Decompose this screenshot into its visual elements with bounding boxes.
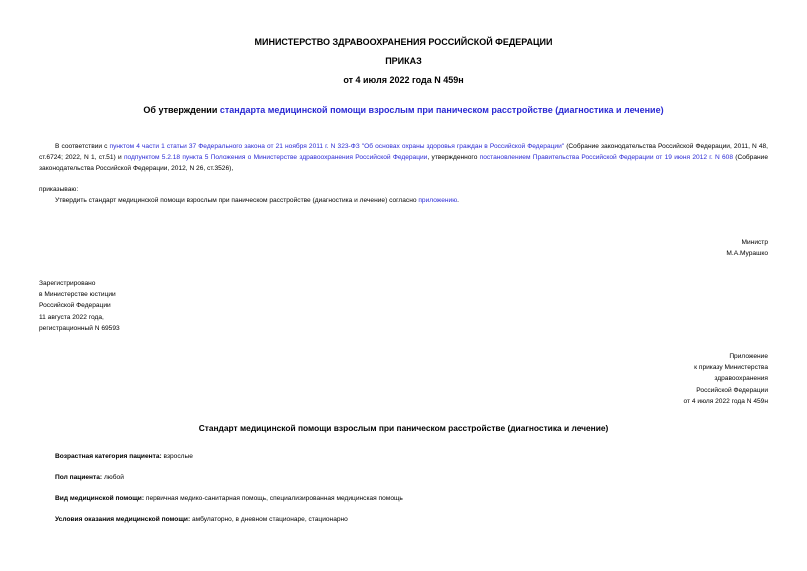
registration-line: в Министерстве юстиции: [39, 291, 116, 299]
appendix-block: [684, 351, 768, 407]
preamble-text-4: (Собрание законодательства Российской Федерации, 2012, N 26, ст.3526),: [39, 154, 768, 172]
field-label: Вид медицинской помощи:: [55, 495, 145, 502]
registration-line: регистрационный N 69593: [39, 324, 120, 332]
ministry-heading: МИНИСТЕРСТВО ЗДРАВООХРАНЕНИЯ РОССИЙСКОЙ ФЕДЕРАЦИИ: [254, 37, 553, 47]
field-label: Пол пациента:: [55, 474, 103, 481]
appendix-line: к приказу Министерства: [694, 364, 768, 372]
field-patient-sex: [55, 474, 124, 481]
order-label: приказываю:: [39, 186, 79, 193]
field-value: первичная медико-санитарная помощь, специализированная медицинская помощь: [144, 495, 403, 502]
preamble-text-3: , утвержденного: [427, 154, 480, 161]
signature-position: Министр: [741, 239, 768, 246]
registration-line: Российской Федерации: [39, 302, 111, 310]
field-value: взрослые: [161, 453, 193, 460]
order-text-end: .: [457, 197, 459, 204]
standard-title-link[interactable]: стандарта медицинской помощи взрослым при паническом расстройстве (диагностика и лечение): [219, 105, 664, 115]
order-date-number: от 4 июля 2022 года N 459н: [343, 75, 464, 85]
order-text-body: Утвердить стандарт медицинской помощи взрослым при паническом расстройстве (диагностика и лечение) согласно: [55, 197, 419, 204]
appendix-line: Российской Федерации: [696, 386, 768, 394]
doc-type-heading: ПРИКАЗ: [385, 56, 422, 66]
registration-line: Зарегистрировано: [39, 280, 96, 287]
field-care-conditions: [55, 516, 348, 523]
order-title-prefix: Об утверждении: [143, 105, 220, 115]
appendix-line: от 4 июля 2022 года N 459н: [683, 397, 768, 405]
ministry-regulation-link[interactable]: подпунктом 5.2.18 пункта 5 Положения о Министерстве здравоохранения Российской Федерации: [123, 154, 428, 161]
field-value: любой: [102, 474, 124, 481]
government-decree-link[interactable]: постановлением Правительства Российской Федерации от 19 июня 2012 г. N 608: [479, 154, 733, 161]
field-age-category: [55, 453, 193, 460]
field-value: амбулаторно, в дневном стационаре, стационарно: [190, 516, 348, 523]
appendix-line: Приложение: [729, 353, 768, 360]
field-label: Возрастная категория пациента:: [55, 453, 162, 460]
preamble-paragraph: [39, 141, 768, 174]
preamble-text-1: В соответствии с: [55, 143, 110, 150]
order-title: [0, 105, 807, 115]
signature-name: М.А.Мурашко: [726, 250, 768, 258]
registration-line: 11 августа 2022 года,: [39, 313, 104, 321]
appendix-line: здравоохранения: [714, 375, 768, 383]
field-care-type: [55, 495, 403, 502]
preamble-text-2: (Собрание законодательства Российской Федерации, 2011, N 48, ст.6724; 2022, N 1, ст.51) и: [39, 143, 769, 161]
registration-block: [39, 278, 120, 334]
federal-law-link[interactable]: пунктом 4 части 1 статьи 37 Федерального закона от 21 ноября 2011 г. N 323-ФЗ "Об основах охраны здоровья граждан в Российской Федерации": [109, 143, 565, 150]
appendix-link[interactable]: приложению: [418, 197, 458, 204]
field-label: Условия оказания медицинской помощи:: [55, 516, 191, 523]
standard-title: Стандарт медицинской помощи взрослым при паническом расстройстве (диагностика и лечение): [198, 423, 609, 433]
order-text: [55, 195, 459, 206]
signature-block: [726, 237, 768, 259]
